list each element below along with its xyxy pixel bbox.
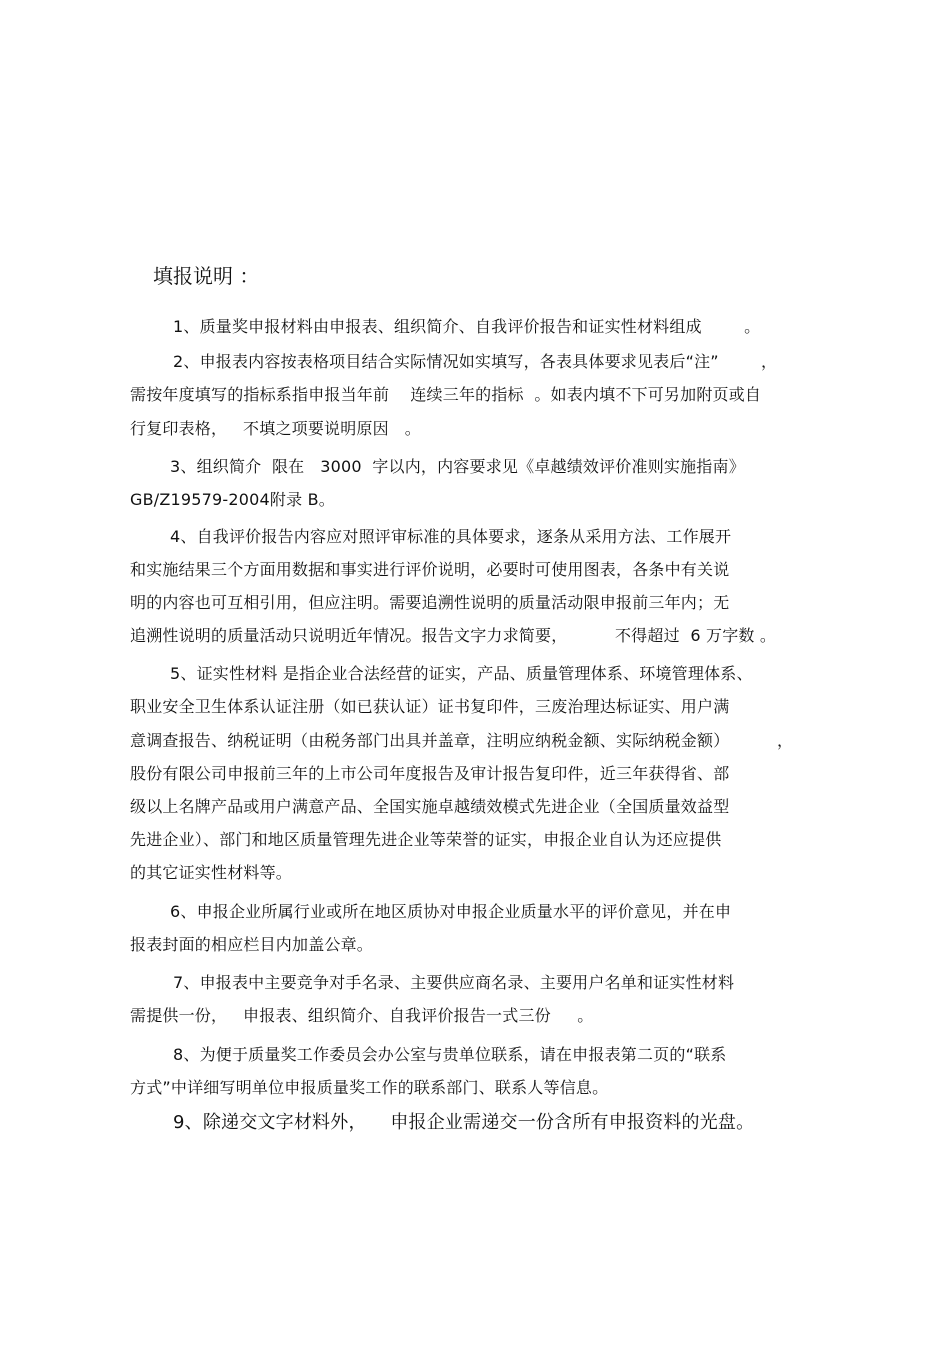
text-line: 2、申报表内容按表格项目结合实际情况如实填写，各表具体要求见表后“注” ， [173,352,778,371]
text-line: 追溯性说明的质量活动只说明近年情况。报告文字力求简要， 不得超过 6 万字数 。 [130,626,777,645]
text-line: 方式”中详细写明单位申报质量奖工作的联系部门、联系人等信息。 [130,1078,609,1097]
text-line: 股份有限公司申报前三年的上市公司年度报告及审计报告复印件，近三年获得省、部 [130,764,730,783]
text-line: 和实施结果三个方面用数据和事实进行评价说明，必要时可使用图表，各条中有关说 [130,560,730,579]
text-line: 4、自我评价报告内容应对照评审标准的具体要求，逐条从采用方法、工作展开 [170,527,732,546]
text-line: 行复印表格， 不填之项要说明原因 。 [130,419,421,438]
text-line: 3、组织简介 限在 3000 字以内，内容要求见《卓越绩效评价准则实施指南》 [170,457,745,476]
text-line: 的其它证实性材料等。 [130,863,293,882]
text-line: 1、质量奖申报材料由申报表、组织简介、自我评价报告和证实性材料组成 。 [173,317,761,336]
text-line: 需提供一份， 申报表、组织简介、自我评价报告一式三份 。 [130,1006,594,1025]
text-line: 级以上名牌产品或用户满意产品、全国实施卓越绩效模式先进企业（全国质量效益型 [130,797,730,816]
text-line: GB/Z19579-2004附录 B。 [130,490,335,509]
text-line: 7、申报表中主要竞争对手名录、主要供应商名录、主要用户名单和证实性材料 [173,973,735,992]
page-title: 填报说明 ： [153,264,260,288]
text-line: 6、申报企业所属行业或所在地区质协对申报企业质量水平的评价意见，并在申 [170,902,732,921]
text-line: 8、为便于质量奖工作委员会办公室与贵单位联系，请在申报表第二页的“联系 [173,1045,727,1064]
text-line: 5、证实性材料 是指企业合法经营的证实，产品、质量管理体系、环境管理体系、 [170,664,753,683]
text-line: 职业安全卫生体系认证注册（如已获认证）证书复印件，三废治理达标证实、用户满 [130,697,730,716]
text-line: 先进企业）、部门和地区质量管理先进企业等荣誉的证实，申报企业自认为还应提供 [130,830,722,849]
text-line: 需按年度填写的指标系指申报当年前 连续三年的指标 。如表内填不下可另加附页或自 [130,385,762,404]
text-line: 报表封面的相应栏目内加盖公章。 [130,935,374,954]
text-line: 9、除递交文字材料外， 申报企业需递交一份含所有申报资料的光盘。 [173,1112,755,1133]
text-line: 明的内容也可互相引用，但应注明。需要追溯性说明的质量活动限申报前三年内；无 [130,593,730,612]
text-line: 意调查报告、纳税证明（由税务部门出具并盖章，注明应纳税金额、实际纳税金额） ， [130,731,794,750]
